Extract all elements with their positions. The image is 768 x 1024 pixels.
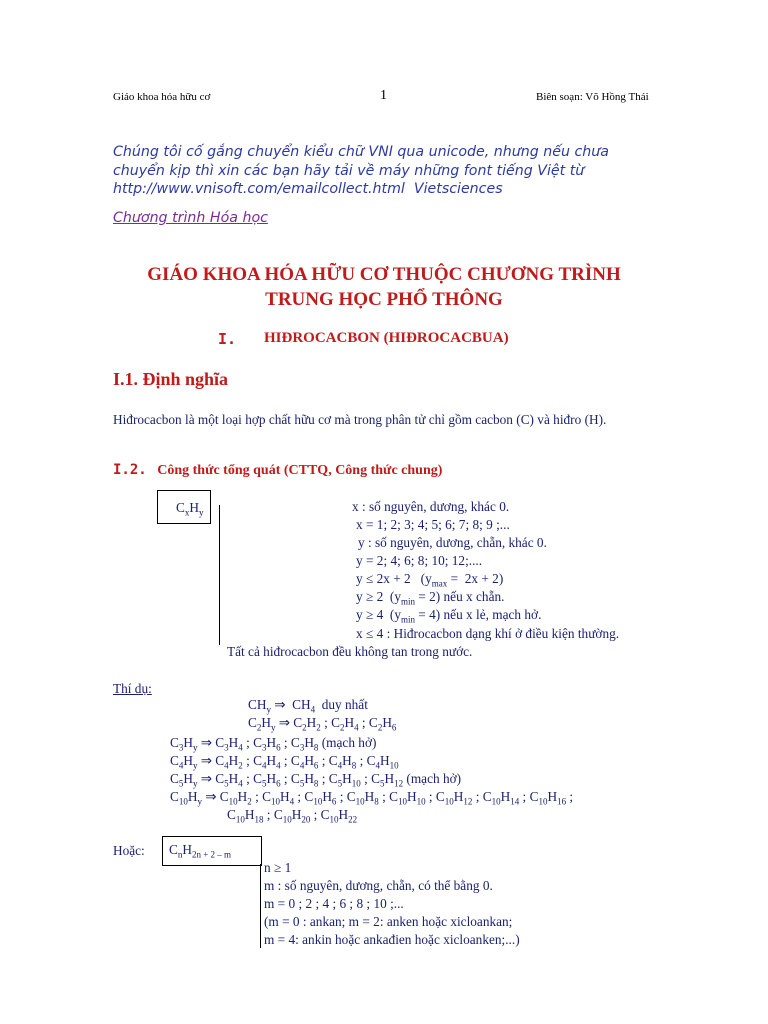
source-link[interactable]: Vietsciences <box>413 181 503 198</box>
y-max-rule: y ≤ 2x + 2 $(y_{max} = 2x + 2)$ <box>356 571 504 589</box>
header-right: Biên soạn: Võ Hồng Thái <box>536 91 649 103</box>
example-chy: $CH_y$ ⇒ $CH_4$ duy nhất <box>248 697 368 715</box>
m-values: m = 0 ; 2 ; 4 ; 6 ; 8 ; 10 ;... <box>264 896 404 911</box>
m-case-2: m = 4: ankin hoặc ankađien hoặc xicloanken;...) <box>264 932 520 947</box>
definition-text: Hiđrocacbon là một loại hợp chất hữu cơ mà trong phân tử chỉ gồm cacbon (C) và hiđro (H). <box>113 412 607 427</box>
title-line-1: GIÁO KHOA HÓA HỮU CƠ THUỘC CHƯƠNG TRÌNH <box>147 264 621 285</box>
y-min-odd-rule: y ≥ 4 $(y_{min} = 4)$ nếu x lẻ, mạch hở. <box>356 607 542 625</box>
header-left: Giáo khoa hóa hữu cơ <box>113 91 211 103</box>
m-case-1: (m = 0 : ankan; m = 2: anken hoặc xicloankan; <box>264 914 513 929</box>
section-1-1-title: I.1. Định nghĩa <box>113 369 229 389</box>
section-1-2-title: Công thức tổng quát (CTTQ, Công thức chung) <box>157 463 443 478</box>
example-c2hy: $C_2H_y$ ⇒ $C_2H_2$ ; $C_2H_4$ ; $C_2H_6$ <box>248 715 397 733</box>
y-values: y = 2; 4; 6; 8; 10; 12;.... <box>356 553 483 568</box>
page-number: 1 <box>380 88 387 103</box>
y-definition: y : số nguyên, dương, chẵn, khác 0. <box>358 535 547 550</box>
notice-line-1: Chúng tôi cố gắng chuyển kiểu chữ VNI qua unicode, nhưng nếu chưa <box>113 144 609 160</box>
hoac-bracket-line <box>260 864 261 948</box>
formula-cxhy: $C_xH_y$ <box>176 500 204 518</box>
gas-note: x ≤ 4 : Hiđrocacbon dạng khí ở điều kiện thường. <box>356 626 620 641</box>
example-c3hy: $C_3H_y$ ⇒ $C_3H_4$ ; $C_3H_6$ ; $C_3H_8$ (mạch hở) <box>170 735 377 753</box>
section-1-2-heading <box>113 462 442 479</box>
x-definition: x : số nguyên, dương, khác 0. <box>352 499 510 514</box>
section-1-2-number: I.2. <box>113 462 147 478</box>
m-definition: m : số nguyên, dương, chẵn, có thể bằng 0. <box>264 878 493 893</box>
hoac-label: Hoặc: <box>113 843 145 858</box>
y-min-even-rule: y ≥ 2 $(y_{min} = 2)$ nếu x chẵn. <box>356 589 505 607</box>
insoluble-note: Tất cả hiđrocacbon đều không tan trong nước. <box>227 644 473 659</box>
title-line-2: TRUNG HỌC PHỔ THÔNG <box>265 289 503 310</box>
vnisoft-link[interactable]: http://www.vnisoft.com/emailcollect.html <box>113 181 405 198</box>
example-c10hy-cont: $C_{10}H_{18}$ ; $C_{10}H_{20}$ ; $C_{10}H_{22}$ <box>227 807 358 825</box>
formula-box-cnh <box>162 836 262 866</box>
section-1-number: I. <box>218 330 237 348</box>
example-c5hy: $C_5H_y$ ⇒ $C_5H_4$ ; $C_5H_6$ ; $C_5H_8$ ; $C_5H_{10}$ ; $C_5H_{12}$ (mạch hở) <box>170 771 462 789</box>
bracket-line <box>219 505 220 645</box>
program-link[interactable]: Chương trình Hóa học <box>113 210 268 226</box>
formula-cnh2n2m: $C_nH_{2n + 2 - m}$ <box>169 842 232 860</box>
notice-line-2: chuyển kịp thì xin các bạn hãy tải về máy những font tiếng Việt từ <box>113 162 585 179</box>
example-c10hy: $C_{10}H_y$ ⇒ $C_{10}H_2$ ; $C_{10}H_4$ ; $C_{10}H_6$ ; $C_{10}H_8$ ; $C_{10}H_{10}$ ; $C_{10}H_{12}$ ; $C_{10}H_{14}$ ; $C_{10}H_{16}$ ; <box>170 789 574 807</box>
n-condition: n ≥ 1 <box>264 860 292 875</box>
example-c4hy: $C_4H_y$ ⇒ $C_4H_2$ ; $C_4H_4$ ; $C_4H_6$ ; $C_4H_8$ ; $C_4H_{10}$ <box>170 753 399 771</box>
page-title <box>0 262 768 312</box>
notice-line-3 <box>113 180 673 199</box>
x-values: x = 1; 2; 3; 4; 5; 6; 7; 8; 9 ;... <box>356 517 510 532</box>
formula-box-cxhy <box>157 490 211 524</box>
section-1-title: HIĐROCACBON (HIĐROCACBUA) <box>264 330 509 346</box>
notice <box>113 143 673 199</box>
example-label: Thí dụ: <box>113 681 152 696</box>
